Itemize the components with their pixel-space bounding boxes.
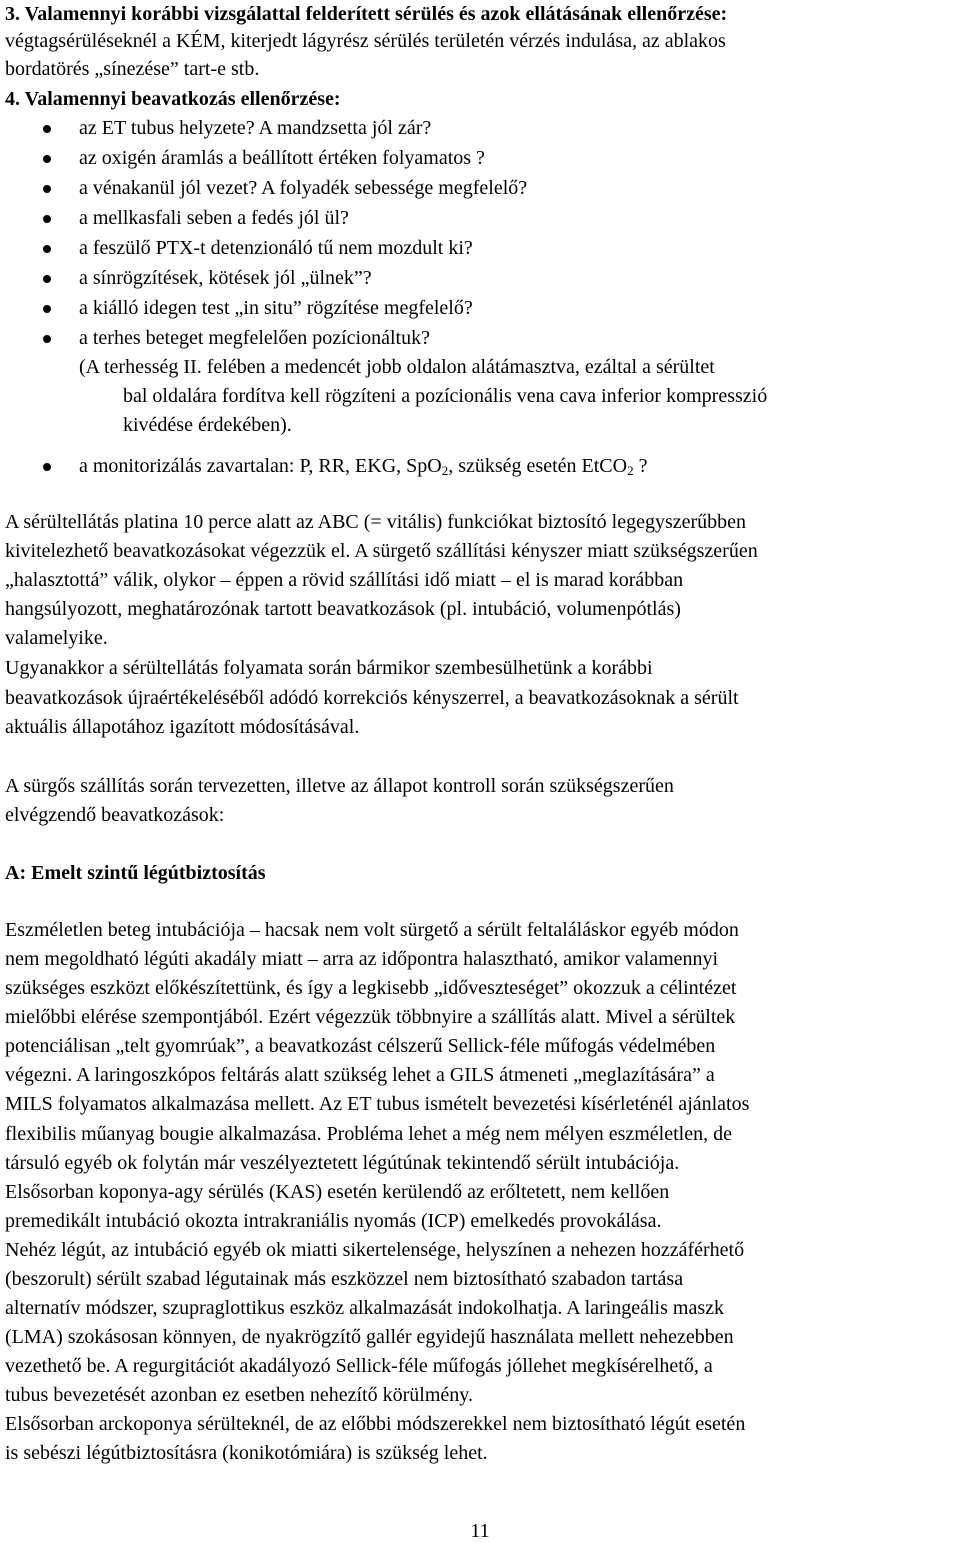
paragraph-line: tubus bevezetését azonban ez esetben nehezítő körülmény. [5, 1384, 473, 1406]
paragraph-line: „halasztottá” válik, olykor – éppen a rövid szállítási idő miatt – el is marad korábban [5, 569, 684, 591]
paragraph-line: Ugyanakkor a sérültellátás folyamata során bármikor szembesülhetünk a korábbi [5, 657, 653, 679]
paragraph-line: szükséges eszközt előkészítettünk, és így a legkisebb „időveszteséget” okozzuk a célintézet [5, 977, 737, 999]
paragraph-line: Eszméletlen beteg intubációja – hacsak nem volt sürgető a sérült feltaláláskor egyéb módon [5, 919, 739, 941]
paragraph-line: A sérültellátás platina 10 perce alatt az ABC (= vitális) funkciókat biztosító legegyszerűbben [5, 511, 747, 533]
paragraph-line: társuló egyéb ok folytán már veszélyeztetett légútúnak tekintendő sérült intubációja. [5, 1152, 680, 1174]
paragraph-line: (beszorult) sérült szabad légutainak más eszközzel nem biztosítható szabadon tartása [5, 1268, 684, 1290]
paragraph-line: nem megoldható légúti akadály miatt – arra az időpontra halasztható, amikor valamennyi [5, 948, 719, 970]
paragraph-line: potenciálisan „telt gyomrúak”, a beavatkozást célszerű Sellick-féle műfogás védelmében [5, 1035, 716, 1057]
list-item-monitoring [79, 452, 647, 480]
paragraph-line: kivitelezhető beavatkozásokat végezzük el. A sürgető szállítási kényszer miatt szükségszerűen [5, 540, 758, 562]
bullet-icon [43, 245, 51, 253]
list-note: bal oldalára fordítva kell rögzíteni a pozícionális vena cava inferior kompresszió [123, 385, 768, 407]
monitor-subscript: 2 [441, 463, 449, 478]
bullet-icon [43, 463, 51, 471]
paragraph-line: alternatív módszer, szupraglottikus eszköz alkalmazását indokolhatja. A laringeális maszk [5, 1297, 724, 1319]
list-item: a sínrögzítések, kötések jól „ülnek”? [79, 267, 372, 289]
monitor-text: a monitorizálás zavartalan: P, RR, EKG, SpO [79, 455, 442, 477]
bullet-icon [43, 215, 51, 223]
section-4-title: 4. Valamennyi beavatkozás ellenőrzése: [5, 88, 341, 110]
section-3-text: végtagsérüléseknél a KÉM, kiterjedt lágyrész sérülés területén vérzés indulása, az ablakos [5, 30, 726, 52]
section-heading: A: Emelt szintű légútbiztosítás [5, 862, 266, 884]
paragraph-line: elvégzendő beavatkozások: [5, 804, 225, 826]
paragraph-line: végezni. A laringoszkópos feltárás alatt szükség lehet a GILS átmeneti „meglazítására” a [5, 1064, 715, 1086]
list-item: a mellkasfali seben a fedés jól ül? [79, 207, 349, 229]
paragraph-line: flexibilis műanyag bougie alkalmazása. Probléma lehet a még nem mélyen eszméletlen, de [5, 1123, 732, 1145]
paragraph-line: MILS folyamatos alkalmazása mellett. Az ET tubus ismételt bevezetési kísérleténél ajánlatos [5, 1093, 750, 1115]
list-item: a kiálló idegen test „in situ” rögzítése megfelelő? [79, 297, 473, 319]
paragraph-line: beavatkozások újraértékeléséből adódó korrekciós kényszerrel, a beavatkozásoknak a sérült [5, 687, 739, 709]
bullet-icon [43, 275, 51, 283]
paragraph-line: premedikált intubáció okozta intrakraniális nyomás (ICP) emelkedés provokálása. [5, 1210, 662, 1232]
monitor-text: ? [633, 455, 648, 477]
paragraph-line: mielőbbi elérése szempontjából. Ezért végezzük többnyire a szállítás alatt. Mivel a sérültek [5, 1006, 736, 1028]
paragraph-line: aktuális állapotához igazított módosításával. [5, 716, 360, 738]
paragraph-line: is sebészi légútbiztosításra (konikotómiára) is szükség lehet. [5, 1442, 488, 1464]
list-item: a terhes beteget megfelelően pozícionáltuk? [79, 327, 430, 349]
section-3-title: 3. Valamennyi korábbi vizsgálattal felderített sérülés és azok ellátásának ellenőrzése: [5, 3, 728, 25]
bullet-icon [43, 335, 51, 343]
bullet-icon [43, 305, 51, 313]
monitor-subscript: 2 [627, 463, 634, 478]
paragraph-line: Nehéz légút, az intubáció egyéb ok miatti sikertelensége, helyszínen a nehezen hozzáférhető [5, 1239, 745, 1261]
bullet-icon [43, 155, 51, 163]
monitor-text: , szükség esetén EtCO [448, 455, 628, 477]
paragraph-line: hangsúlyozott, meghatározónak tartott beavatkozások (pl. intubáció, volumenpótlás) [5, 598, 681, 620]
paragraph-line: A sürgős szállítás során tervezetten, illetve az állapot kontroll során szükségszerűen [5, 775, 674, 797]
paragraph-line: Elsősorban koponya-agy sérülés (KAS) esetén kerülendő az erőltetett, nem kellően [5, 1181, 670, 1203]
paragraph-line: Elsősorban arckoponya sérülteknél, de az előbbi módszerekkel nem biztosítható légút esetén [5, 1413, 746, 1435]
list-item: a vénakanül jól vezet? A folyadék sebessége megfelelő? [79, 177, 528, 199]
bullet-icon [43, 125, 51, 133]
list-item: az oxigén áramlás a beállított értéken folyamatos ? [79, 147, 485, 169]
paragraph-line: vezethető be. A regurgitációt akadályozó Sellick-féle műfogás jóllehet megkísérelhető, a [5, 1355, 713, 1377]
section-3-text: bordatörés „sínezése” tart-e stb. [5, 58, 260, 80]
list-item: a feszülő PTX-t detenzionáló tű nem mozdult ki? [79, 237, 473, 259]
page-number: 11 [470, 1520, 490, 1542]
paragraph-line: valamelyike. [5, 627, 108, 649]
list-note: kivédése érdekében). [123, 414, 292, 436]
paragraph-line: (LMA) szokásosan könnyen, de nyakrögzítő gallér egyidejű használata mellett nehezebben [5, 1326, 734, 1348]
list-note: (A terhesség II. felében a medencét jobb oldalon alátámasztva, ezáltal a sérültet [79, 356, 715, 378]
bullet-icon [43, 185, 51, 193]
list-item: az ET tubus helyzete? A mandzsetta jól zár? [79, 117, 432, 139]
